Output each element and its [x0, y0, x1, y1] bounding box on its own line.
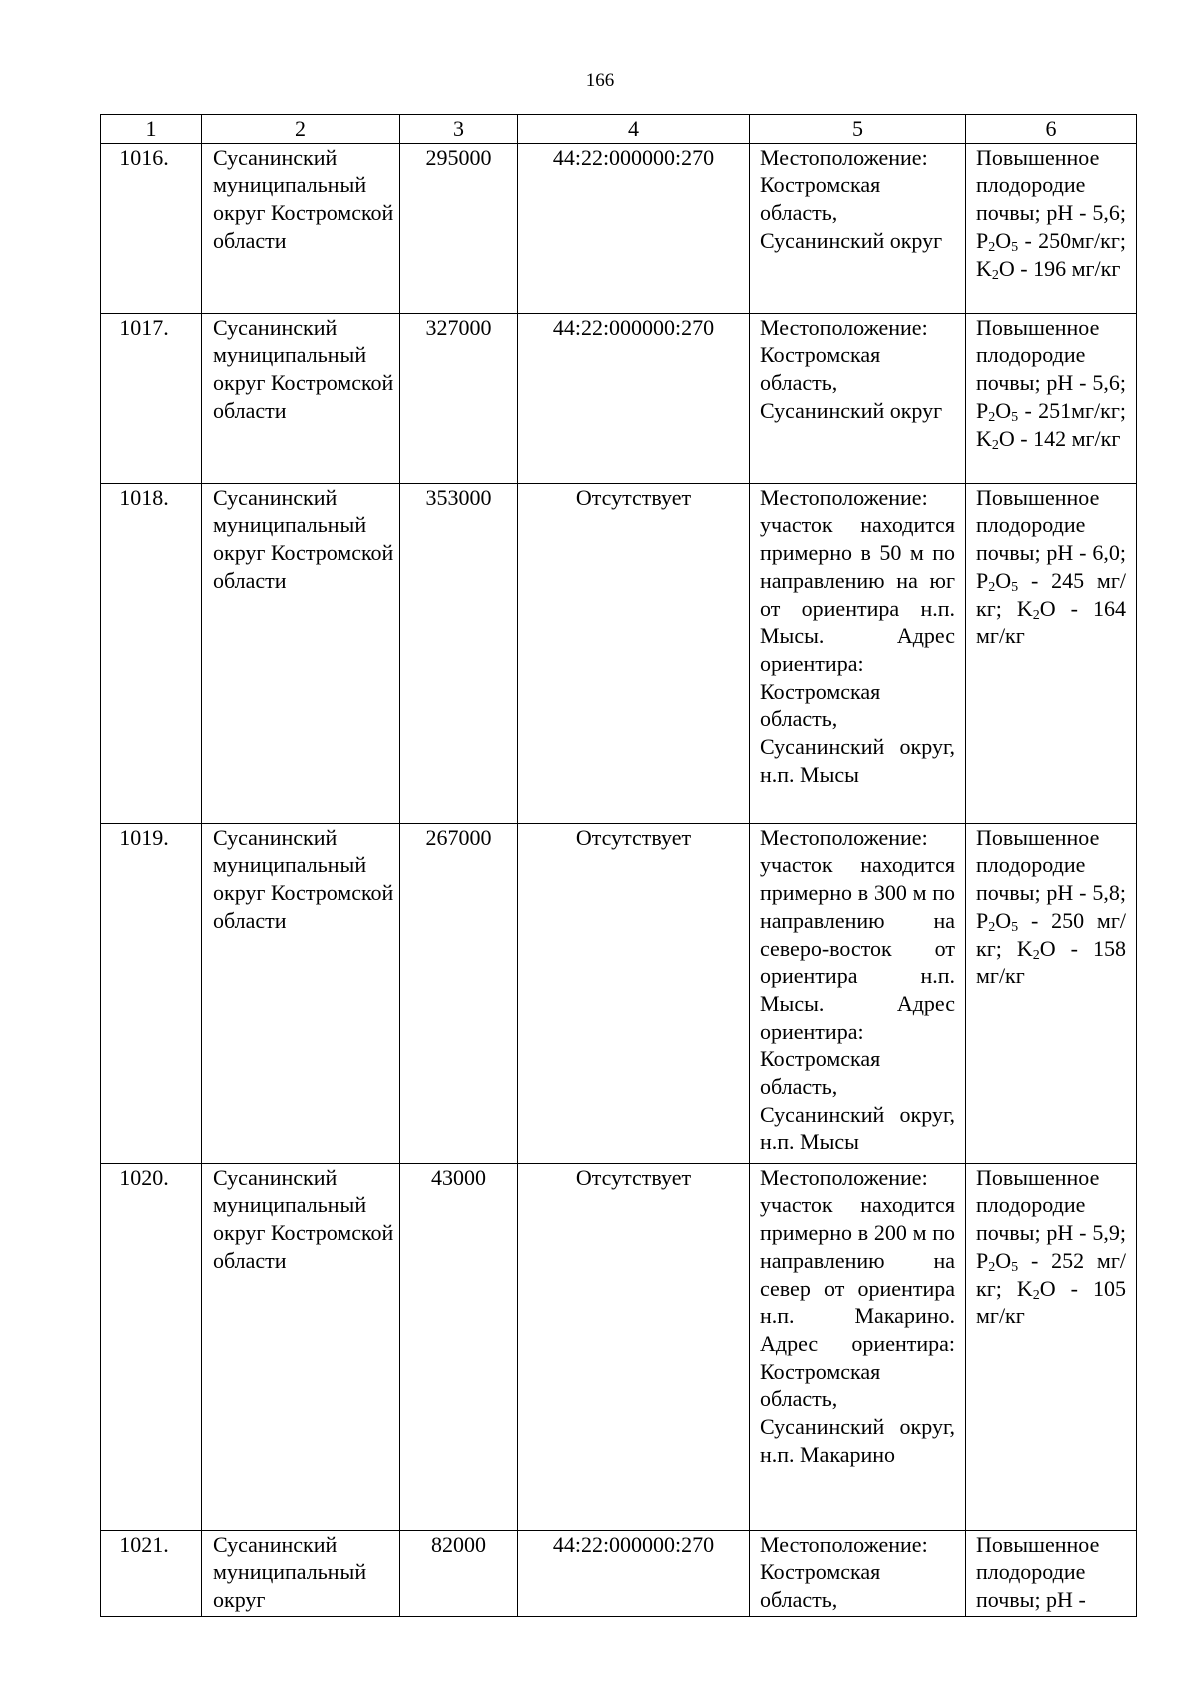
fertility-text: O - 196 мг/кг	[998, 255, 1121, 281]
row-number: 1020.	[101, 1163, 202, 1530]
fertility-text: Повышенное плодородие почвы; pH - 5,6; P	[976, 314, 1126, 423]
table-row	[101, 313, 1137, 483]
column-header-6: 6	[966, 115, 1137, 144]
subscript: 2	[988, 1259, 996, 1275]
table-row	[101, 483, 1137, 823]
table-row	[101, 1530, 1137, 1616]
land-plots-table	[100, 114, 1137, 1617]
fertility-cell	[966, 313, 1137, 483]
cadastral-number-cell: Отсутствует	[518, 823, 750, 1163]
page-number: 166	[585, 70, 615, 91]
subscript: 5	[1011, 919, 1019, 935]
column-header-1: 1	[101, 115, 202, 144]
municipality-cell: Сусанинский муниципальный округ	[202, 1530, 400, 1616]
fertility-text: O	[995, 1247, 1012, 1273]
subscript: 2	[991, 267, 999, 283]
fertility-text: Повышенное плодородие почвы; pH -	[976, 1531, 1100, 1613]
cadastral-number-cell: Отсутствует	[518, 483, 750, 823]
fertility-cell	[966, 483, 1137, 823]
column-header-2: 2	[202, 115, 400, 144]
row-number: 1016.	[101, 143, 202, 313]
fertility-cell	[966, 823, 1137, 1163]
municipality-cell: Сусанинский муниципальный округ Костромской области	[202, 1163, 400, 1530]
fertility-text: Повышенное плодородие почвы; pH - 5,9; P	[976, 1164, 1126, 1273]
fertility-text: O - 158 мг/кг	[976, 935, 1126, 989]
fertility-text: Повышенное плодородие почвы; pH - 5,6; P	[976, 144, 1126, 253]
subscript: 5	[1011, 409, 1019, 425]
fertility-text: Повышенное плодородие почвы; pH - 5,8; P	[976, 824, 1126, 933]
fertility-cell	[966, 1530, 1137, 1616]
subscript: 2	[1032, 947, 1040, 963]
subscript: 2	[988, 409, 996, 425]
area-cell: 267000	[400, 823, 518, 1163]
fertility-text: O	[995, 227, 1012, 253]
municipality-cell: Сусанинский муниципальный округ Костромской области	[202, 313, 400, 483]
subscript: 5	[1011, 579, 1019, 595]
area-cell: 327000	[400, 313, 518, 483]
row-number: 1017.	[101, 313, 202, 483]
fertility-text: - 251мг/кг; K	[976, 397, 1126, 451]
municipality-cell: Сусанинский муниципальный округ Костромской области	[202, 143, 400, 313]
subscript: 2	[1032, 607, 1040, 623]
area-cell: 82000	[400, 1530, 518, 1616]
location-cell: Местоположение: Костромская область, Сусанинский округ	[750, 143, 966, 313]
subscript: 2	[988, 919, 996, 935]
subscript: 5	[1011, 1259, 1019, 1275]
fertility-text: O - 164 мг/кг	[976, 595, 1126, 649]
subscript: 5	[1011, 239, 1019, 255]
municipality-cell: Сусанинский муниципальный округ Костромской области	[202, 483, 400, 823]
table-row	[101, 823, 1137, 1163]
table-row	[101, 143, 1137, 313]
location-cell: Местоположение: участок находится примерно в 200 м по направлению на север от ориентира н.п. Макарино. Адрес ориентира: Костромская область, Сусанинский округ, н.п. Макарино	[750, 1163, 966, 1530]
column-header-3: 3	[400, 115, 518, 144]
column-header-5: 5	[750, 115, 966, 144]
fertility-text: O	[995, 567, 1012, 593]
subscript: 2	[988, 239, 996, 255]
row-number: 1019.	[101, 823, 202, 1163]
cadastral-number-cell: 44:22:000000:270	[518, 1530, 750, 1616]
municipality-cell: Сусанинский муниципальный округ Костромской области	[202, 823, 400, 1163]
fertility-text: - 245 мг/кг; K	[976, 567, 1126, 621]
cadastral-number-cell: 44:22:000000:270	[518, 143, 750, 313]
fertility-text: - 250мг/кг; K	[976, 227, 1126, 281]
subscript: 2	[991, 437, 999, 453]
location-cell: Местоположение: Костромская область, Сусанинский округ	[750, 313, 966, 483]
fertility-text: O - 105 мг/кг	[976, 1275, 1126, 1329]
fertility-text: Повышенное плодородие почвы; pH - 6,0; P	[976, 484, 1126, 593]
fertility-cell	[966, 143, 1137, 313]
fertility-text: - 250 мг/кг; K	[976, 907, 1126, 961]
location-cell: Местоположение: участок находится примерно в 300 м по направлению на северо-восток от ориентира н.п. Мысы. Адрес ориентира: Костромская область, Сусанинский округ, н.п. Мысы	[750, 823, 966, 1163]
fertility-cell	[966, 1163, 1137, 1530]
row-number: 1021.	[101, 1530, 202, 1616]
area-cell: 43000	[400, 1163, 518, 1530]
location-cell: Местоположение: участок находится примерно в 50 м по направлению на юг от ориентира н.п. Мысы. Адрес ориентира: Костромская область, Сусанинский округ, н.п. Мысы	[750, 483, 966, 823]
cadastral-number-cell: 44:22:000000:270	[518, 313, 750, 483]
row-number: 1018.	[101, 483, 202, 823]
table-header-row	[101, 115, 1137, 144]
fertility-text: - 252 мг/кг; K	[976, 1247, 1126, 1301]
column-header-4: 4	[518, 115, 750, 144]
fertility-text: O - 142 мг/кг	[998, 425, 1121, 451]
table-row	[101, 1163, 1137, 1530]
location-cell: Местоположение: Костромская область,	[750, 1530, 966, 1616]
cadastral-number-cell: Отсутствует	[518, 1163, 750, 1530]
area-cell: 295000	[400, 143, 518, 313]
fertility-text: O	[995, 397, 1012, 423]
fertility-text: O	[995, 907, 1012, 933]
subscript: 2	[1032, 1287, 1040, 1303]
area-cell: 353000	[400, 483, 518, 823]
subscript: 2	[988, 579, 996, 595]
